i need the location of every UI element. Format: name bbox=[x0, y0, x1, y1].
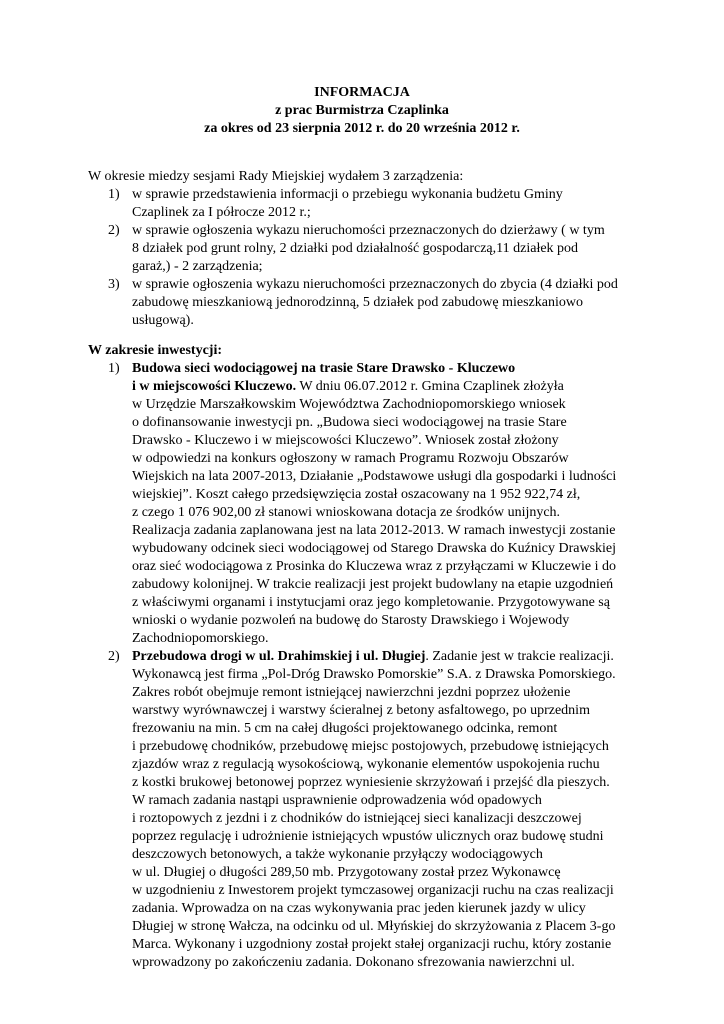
investment-line-rest: . Zadanie jest w trakcie realizacji. bbox=[425, 649, 614, 664]
investment-line: wnioski o wydanie pozwoleń na budowę do Starosty Drawskiego i Wojewody bbox=[132, 613, 570, 628]
order-line: 8 działek pod grunt rolny, 2 działki pod działalność gospodarczą,11 działek pod bbox=[132, 241, 579, 256]
investment-title: Budowa sieci wodociągowej na trasie Stare Drawsko - Kluczewo bbox=[132, 361, 516, 376]
document-subtitle: z prac Burmistrza Czaplinka bbox=[275, 103, 449, 118]
order-line: w sprawie ogłoszenia wykazu nieruchomości przeznaczonych do zbycia (4 działki pod bbox=[132, 277, 618, 292]
investment-number: 2) bbox=[108, 649, 120, 664]
investment-line: deszczowych betonowych, a także wykonanie przyłączy wodociągowych bbox=[132, 847, 543, 862]
investment-line: wybudowany odcinek sieci wodociągowej od Starego Drawska do Kuźnicy Drawskiej bbox=[132, 541, 617, 556]
investment-line: Realizacja zadania zaplanowana jest na lata 2012-2013. W ramach inwestycji zostanie bbox=[132, 523, 616, 538]
investment-line: oraz sieć wodociągowa z Prosinka do Kluczewa wraz z przyłączami w Kluczewie i do bbox=[132, 559, 616, 574]
investment-line: Drawsko - Kluczewo i w miejscowości Kluczewo”. Wniosek został złożony bbox=[132, 433, 559, 448]
investment-line: zadania. Wprowadza on na czas wykonywania prac jeden kierunek jazdy w ulicy bbox=[132, 901, 586, 916]
order-line: Czaplinek za I półrocze 2012 r.; bbox=[132, 205, 311, 220]
investment-line: zjazdów wraz z regulacją wysokościową, wykonanie elementów uspokojenia ruchu bbox=[132, 757, 600, 772]
investment-line: zabudowy kolonijnej. W trakcie realizacji jest projekt budowlany na etapie uzgodnień bbox=[132, 577, 614, 592]
investment-line bbox=[132, 648, 638, 666]
investment-line: wprowadzony po zakończeniu zadania. Dokonano sfrezowania nawierzchni ul. bbox=[132, 955, 575, 970]
order-number: 2) bbox=[108, 223, 120, 238]
investment-line: W ramach zadania nastąpi usprawnienie odprowadzenia wód opadowych bbox=[132, 793, 542, 808]
investment-number: 1) bbox=[108, 361, 120, 376]
investment-line: frezowaniu na min. 5 cm na całej długości projektowanego odcinka, remont bbox=[132, 721, 558, 736]
investment-line: Zakres robót obejmuje remont istniejącej nawierzchni jezdni poprzez ułożenie bbox=[132, 685, 571, 700]
investment-line: i roztopowych z jezdni i z chodników do istniejącej sieci kanalizacji deszczowej bbox=[132, 811, 582, 826]
investment-line: Długiej w stronę Wałcza, na odcinku od ul. Młyńskiej do skrzyżowania z Placem 3-go bbox=[132, 919, 616, 934]
investment-title-cont: i w miejscowości Kluczewo. bbox=[132, 379, 297, 394]
investment-line: w uzgodnieniu z Inwestorem projekt tymczasowej organizacji ruchu na czas realizacji bbox=[132, 883, 614, 898]
investment-line: w Urzędzie Marszałkowskim Województwa Zachodniopomorskiego wniosek bbox=[132, 397, 566, 412]
investment-line bbox=[132, 378, 638, 396]
investment-line: warstwy wyrównawczej i warstwy ścieralnej z betony asfaltowego, po uprzednim bbox=[132, 703, 590, 718]
order-line: usługową). bbox=[132, 313, 194, 328]
investment-line: poprzez regulację i udrożnienie istniejących wpustów ulicznych oraz budowę studni bbox=[132, 829, 604, 844]
investment-line: Marca. Wykonany i uzgodniony został projekt stałej organizacji ruchu, który zostanie bbox=[132, 937, 612, 952]
investment-line: w odpowiedzi na konkurs ogłoszony w ramach Programu Rozwoju Obszarów bbox=[132, 451, 569, 466]
investments-heading: W zakresie inwestycji: bbox=[88, 343, 223, 358]
investment-line: z czego 1 076 902,00 zł stanowi wnioskowana dotacja ze środków unijnych. bbox=[132, 505, 561, 520]
investment-line: z kostki brukowej betonowej poprzez wyniesienie skrzyżowań i przejść dla pieszych. bbox=[132, 775, 610, 790]
investment-line: Wiejskich na lata 2007-2013, Działanie „Podstawowe usługi dla gospodarki i ludności bbox=[132, 469, 617, 484]
investment-line: i przebudowę chodników, przebudowę miejsc postojowych, przebudowę istniejących bbox=[132, 739, 609, 754]
investment-line: Zachodniopomorskiego. bbox=[132, 631, 269, 646]
intro-text: W okresie miedzy sesjami Rady Miejskiej wydałem 3 zarządzenia: bbox=[88, 169, 464, 184]
investment-line: wiejskiej”. Koszt całego przedsięwzięcia został oszacowany na 1 952 922,74 zł, bbox=[132, 487, 581, 502]
investment-line: w ul. Długiej o długości 289,50 mb. Przygotowany został przez Wykonawcę bbox=[132, 865, 561, 880]
order-line: w sprawie przedstawienia informacji o przebiegu wykonania budżetu Gminy bbox=[132, 187, 563, 202]
investment-line: z właściwymi organami i instytucjami oraz jego kompletowanie. Przygotowywane są bbox=[132, 595, 610, 610]
investment-line: Wykonawcą jest firma „Pol-Dróg Drawsko Pomorskie” S.A. z Drawska Pomorskiego. bbox=[132, 667, 616, 682]
order-line: zabudowę mieszkaniową jednorodzinną, 5 działek pod zabudowę mieszkaniowo bbox=[132, 295, 583, 310]
document-title: INFORMACJA bbox=[314, 85, 410, 100]
document-period: za okres od 23 sierpnia 2012 r. do 20 września 2012 r. bbox=[204, 121, 520, 136]
order-number: 3) bbox=[108, 277, 120, 292]
investment-title: Przebudowa drogi w ul. Drahimskiej i ul. Długiej bbox=[132, 649, 426, 664]
investment-line: o dofinansowanie inwestycji pn. „Budowa sieci wodociągowej na trasie Stare bbox=[132, 415, 567, 430]
order-number: 1) bbox=[108, 187, 120, 202]
investment-line-rest: W dniu 06.07.2012 r. Gmina Czaplinek złożyła bbox=[296, 379, 564, 394]
order-line: w sprawie ogłoszenia wykazu nieruchomości przeznaczonych do dzierżawy ( w tym bbox=[132, 223, 605, 238]
order-line: garaż,) - 2 zarządzenia; bbox=[132, 259, 263, 274]
